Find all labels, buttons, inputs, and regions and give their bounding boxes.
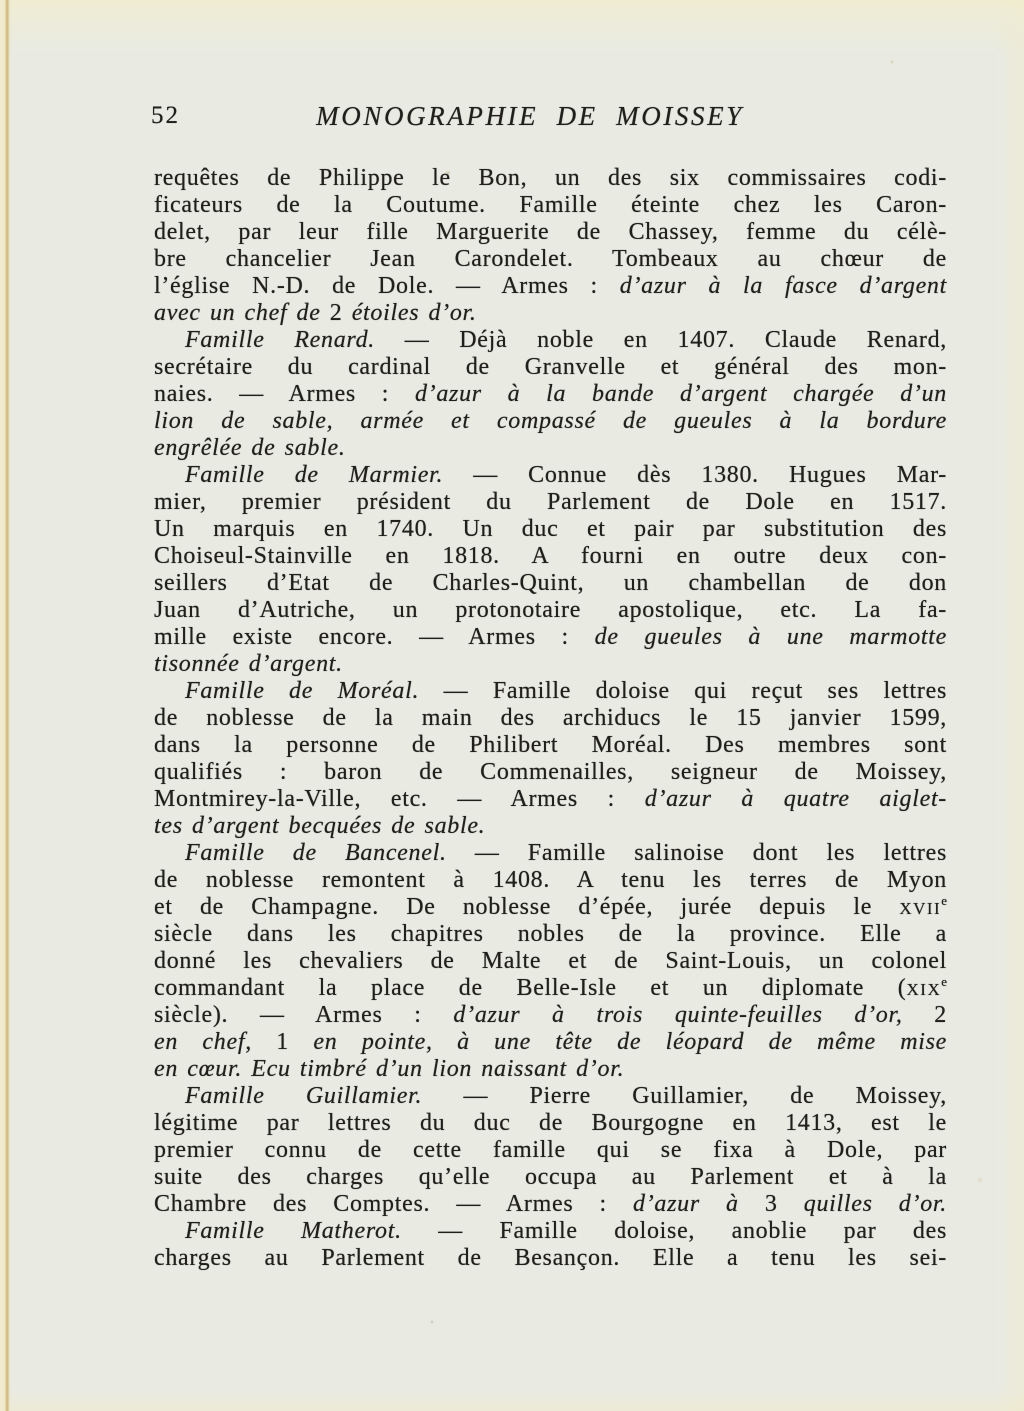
text-run: — Famille doloise qui reçut ses lettres [419,678,947,704]
text-run: dans la personne de Philibert Moréal. Des membres sont [154,732,947,758]
italic-run: lion de sable, armée et compassé de gueules à la bordure [154,408,947,434]
page-number: 52 [151,102,180,129]
italic-run: d’azur à [633,1191,765,1217]
text-line [154,786,947,813]
text-run: secrétaire du cardinal de Granvelle et général des mon- [154,354,947,380]
text-run: l’église N.-D. de Dole. — Armes : [154,273,620,299]
italic-run: en pointe, à une tête de léopard de même mise [313,1029,947,1055]
italic-run: Famille Guillamier. [185,1083,423,1109]
text-run: qualifiés : baron de Commenailles, seigneur de Moissey, [154,759,947,785]
text-line [154,1191,947,1218]
text-run: xix [906,975,942,1001]
text-line [154,894,947,921]
text-line [154,1083,947,1110]
text-line [154,705,947,732]
text-run: bre chancelier Jean Carondelet. Tombeaux au chœur de [154,246,947,272]
text-line [154,1137,947,1164]
text-run: ficateurs de la Coutume. Famille éteinte chez les Caron- [154,192,947,218]
text-run: Choiseul-Stainville en 1818. A fourni en outre deux con- [154,543,947,569]
text-line [154,300,947,327]
text-run: charges au Parlement de Besançon. Elle a tenu les sei- [154,1245,947,1271]
text-run: — Connue dès 1380. Hugues Mar- [443,462,947,488]
text-run: siècle). — Armes : [154,1002,454,1028]
text-run: delet, par leur fille Marguerite de Chassey, femme du célè- [154,219,947,245]
text-line [154,813,947,840]
text-line [154,1002,947,1029]
text-run: naies. — Armes : [154,381,415,407]
text-line [154,759,947,786]
italic-run: d’azur à trois quinte-feuilles d’or, [453,1002,903,1028]
text-line [154,1110,947,1137]
text-line [154,948,947,975]
italic-run: en chef, [154,1029,277,1055]
text-run: mille existe encore. — Armes : [154,624,595,650]
text-run: — Déjà noble en 1407. Claude Renard, [375,327,947,353]
italic-run: Famille Renard. [185,327,375,353]
running-title: MONOGRAPHIE DE MOISSEY [316,101,744,131]
text-run: légitime par lettres du duc de Bourgogne en 1413, est le [154,1110,947,1136]
text-line [154,921,947,948]
text-line [154,327,947,354]
page-header [0,101,1024,133]
text-run: xvii [899,894,942,920]
text-line [154,219,947,246]
italic-run: en cœur. Ecu timbré d’un lion naissant d’or. [154,1056,625,1082]
italic-run: Famille de Marmier. [185,462,444,488]
text-line [154,651,947,678]
text-line [154,840,947,867]
text-run: mier, premier président du Parlement de Dole en 1517. [154,489,947,515]
italic-run: d’azur à la bande d’argent chargée d’un [414,381,948,407]
text-line [154,867,947,894]
text-run: siècle dans les chapitres nobles de la province. Elle a [154,921,947,947]
text-line [154,1029,947,1056]
text-run: 2 [329,300,343,326]
text-line [154,1218,947,1245]
text-run: et de Champagne. De noblesse d’épée, jurée depuis le [154,894,900,920]
text-line [154,381,947,408]
text-run: donné les chevaliers de Malte et de Saint-Louis, un colonel [154,948,947,974]
text-line [154,489,947,516]
text-run: requêtes de Philippe le Bon, un des six commissaires codi- [154,165,947,191]
text-line [154,1245,947,1272]
text-line [154,462,947,489]
text-run: Chambre des Comptes. — Armes : [154,1191,634,1217]
text-line [154,273,947,300]
italic-run: étoiles d’or. [342,300,477,326]
text-line [154,354,947,381]
text-line [154,624,947,651]
text-run: Montmirey-la-Ville, etc. — Armes : [154,786,645,812]
text-run: — Famille doloise, anoblie par des [401,1218,947,1244]
text-line [154,975,947,1002]
italic-run: de gueules à une marmotte [594,624,947,650]
italic-run: Famille de Bancenel. [185,840,447,866]
text-line [154,408,947,435]
text-line [154,732,947,759]
text-line [154,597,947,624]
text-run: — Pierre Guillamier, de Moissey, [422,1083,947,1109]
text-line [154,192,947,219]
text-line [154,165,947,192]
italic-run: avec un chef de [154,300,330,326]
text-run: e [941,893,947,908]
italic-run: engrêlée de sable. [154,435,346,461]
text-run: Juan d’Autriche, un protonotaire apostolique, etc. La fa- [154,597,947,623]
text-line [154,516,947,543]
text-line [154,1164,947,1191]
text-run: 1 [276,1029,314,1055]
text-line [154,678,947,705]
text-line [154,543,947,570]
italic-run: Famille Matherot. [185,1218,402,1244]
italic-run: tes d’argent becquées de sable. [154,813,486,839]
text-run: e [941,974,947,989]
italic-run: quilles d’or. [777,1191,947,1217]
page-edge-strip [0,0,11,1411]
text-line [154,1056,947,1083]
text-run: suite des charges qu’elle occupa au Parlement et à la [154,1164,947,1190]
text-run: seillers d’Etat de Charles-Quint, un chambellan de don [154,570,947,596]
text-line [154,246,947,273]
text-line [154,435,947,462]
text-run: Un marquis en 1740. Un duc et pair par substitution des [154,516,947,542]
italic-run: Famille de Moréal. [185,678,420,704]
text-run: 2 [902,1002,948,1028]
text-run: premier connu de cette famille qui se fixa à Dole, par [154,1137,947,1163]
text-run: de noblesse remontent à 1408. A tenu les terres de Myon [154,867,947,893]
italic-run: d’azur à quatre aiglet- [644,786,947,812]
text-run: de noblesse de la main des archiducs le 15 janvier 1599, [154,705,947,731]
text-run: — Famille salinoise dont les lettres [446,840,947,866]
text-run: 3 [764,1191,778,1217]
italic-run: d’azur à la fasce d’argent [619,273,947,299]
text-run: commandant la place de Belle-Isle et un diplomate ( [154,975,907,1001]
italic-run: tisonnée d’argent. [154,651,343,677]
body-text-block [154,165,947,1272]
text-line [154,570,947,597]
